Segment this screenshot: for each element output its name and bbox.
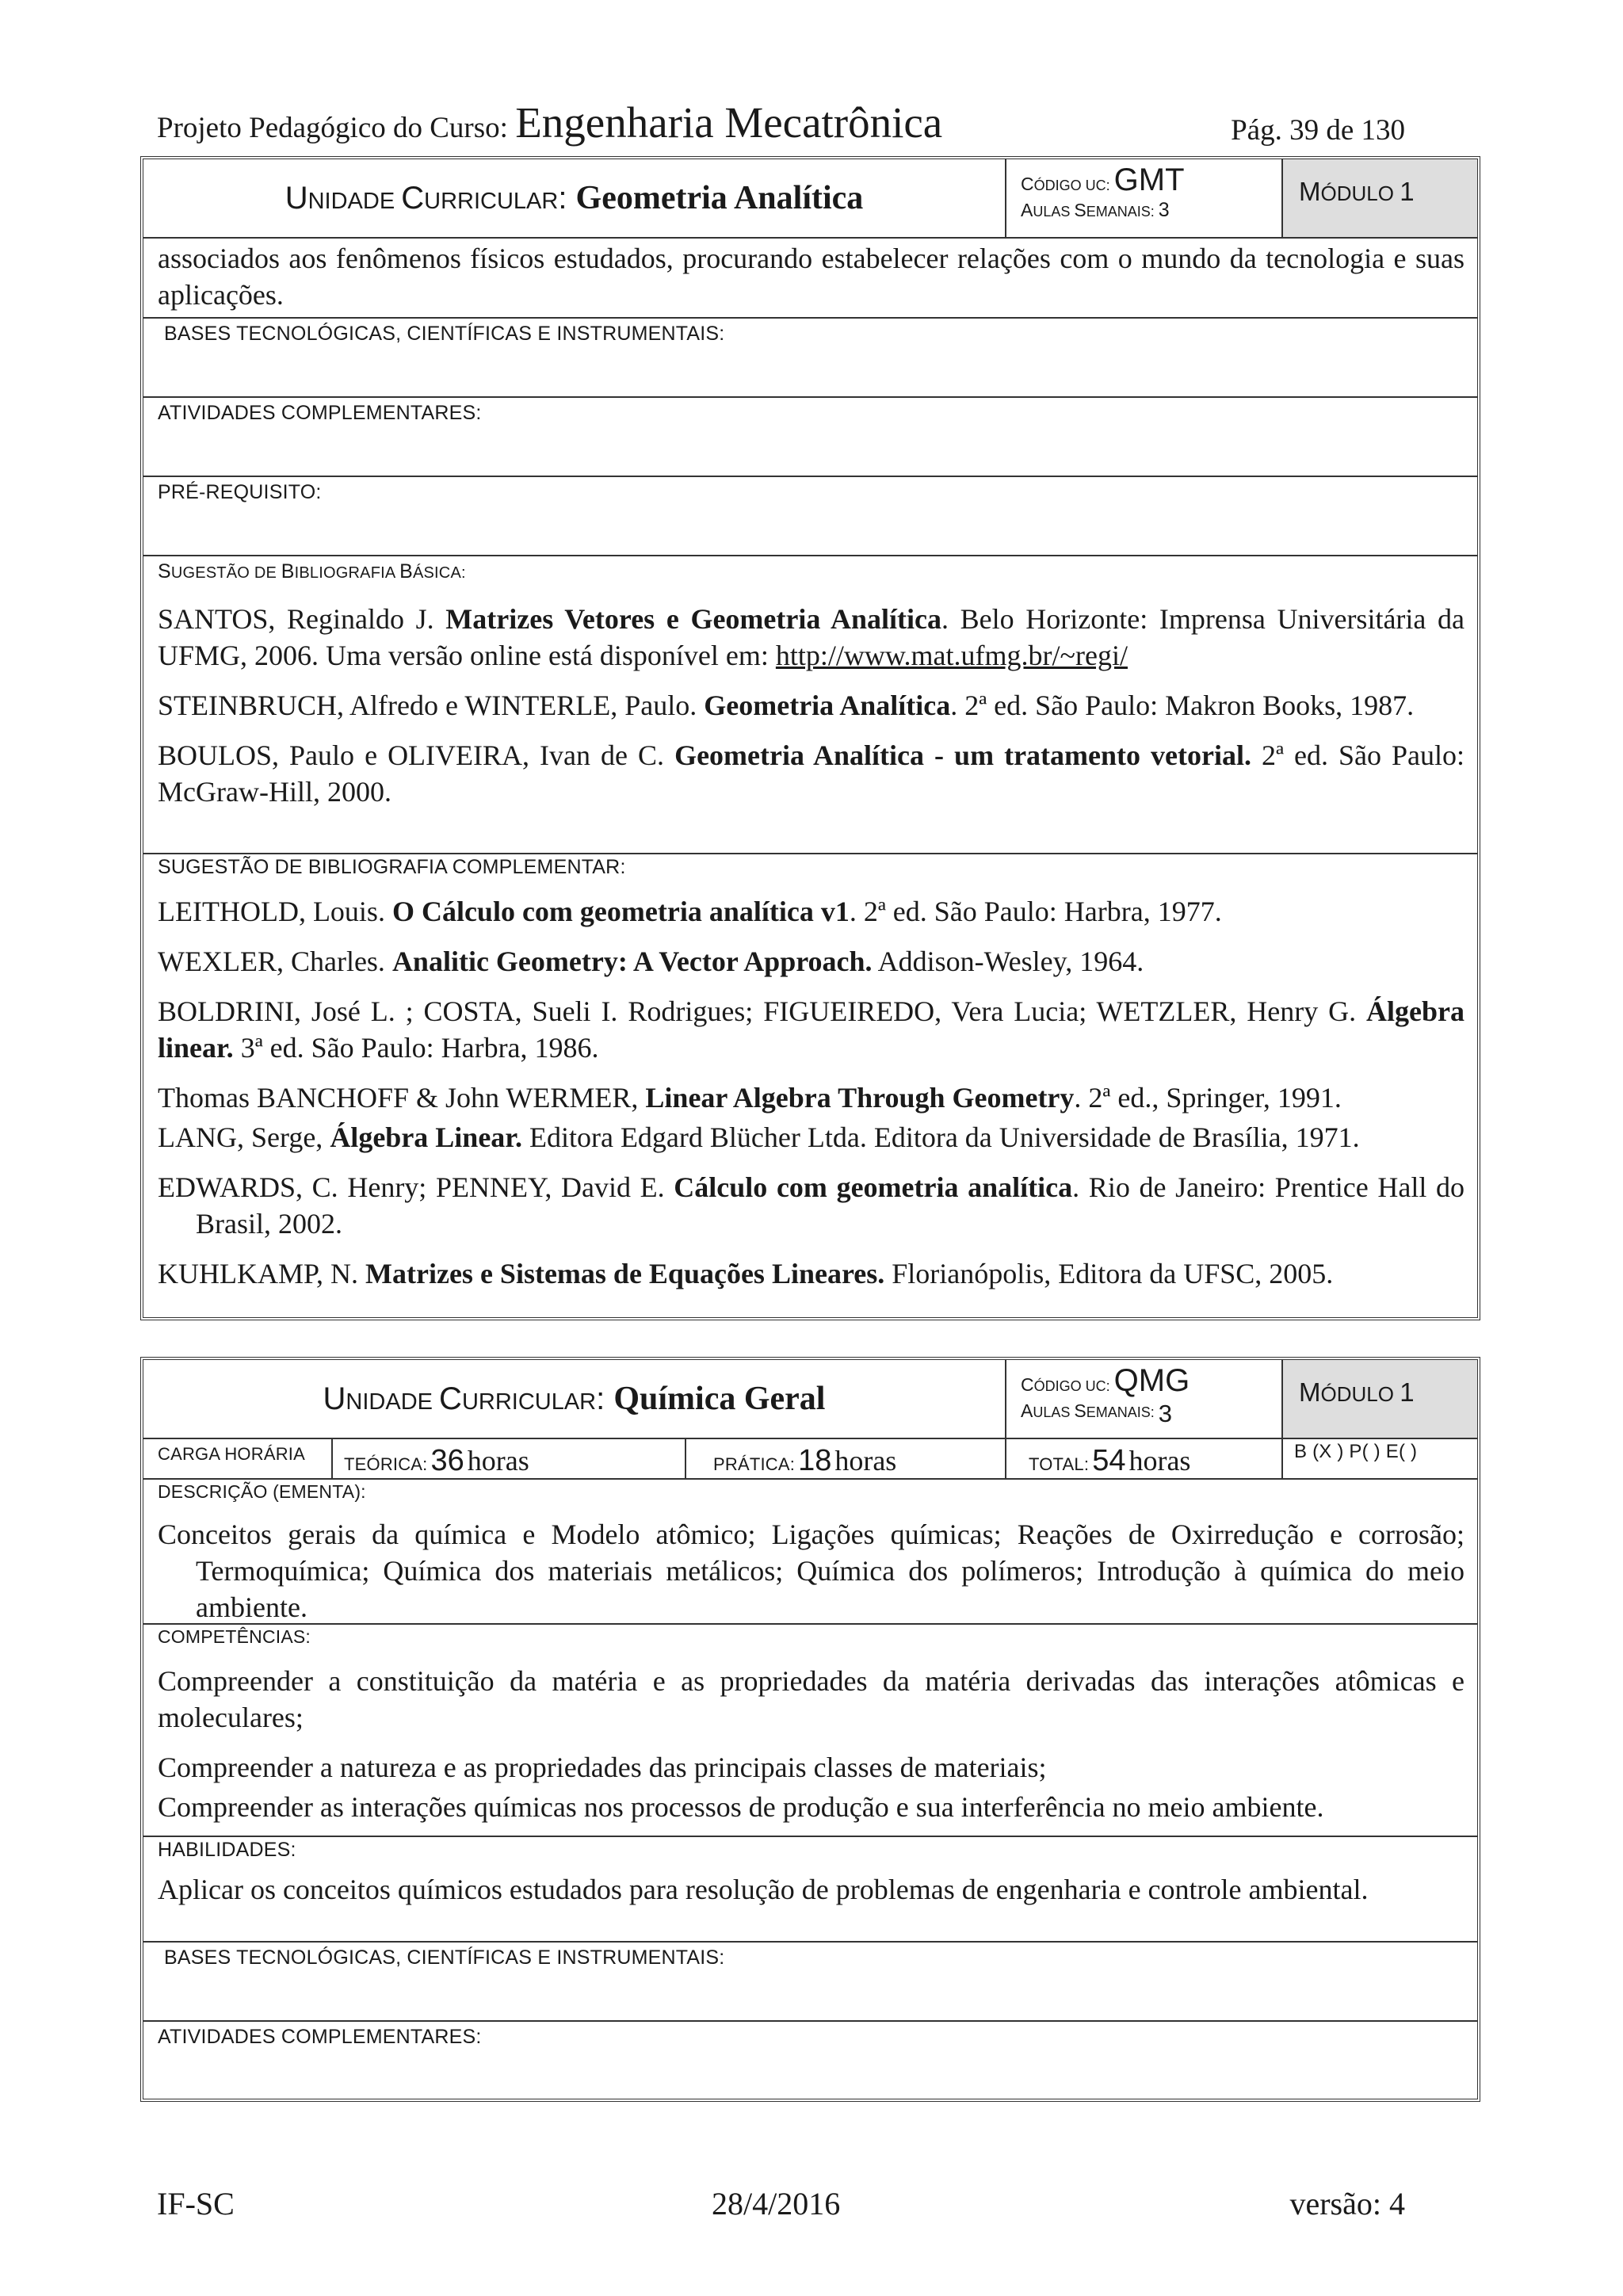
- entry-details: Florianópolis, Editora da UFSC, 2005.: [884, 1257, 1334, 1289]
- uc-title-letter: C: [439, 1381, 462, 1416]
- uc-title: [143, 159, 1005, 237]
- weekly-label: S: [1074, 200, 1086, 220]
- prerequisito-section: [143, 477, 1477, 556]
- bibliography-entry: [158, 1119, 1465, 1156]
- biblio-basic-section: [143, 556, 1477, 854]
- entry-author: LANG, Serge,: [158, 1121, 330, 1153]
- bibliography-entry: [158, 1079, 1465, 1116]
- label-part: IBLIOGRAFIA: [294, 564, 400, 582]
- habilidades-section: [143, 1837, 1477, 1943]
- entry-title: Linear Algebra Through Geometry: [645, 1081, 1075, 1114]
- uc-title-colon: :: [596, 1381, 614, 1416]
- bibliography-link[interactable]: http://www.mat.ufmg.br/~regi/: [775, 639, 1128, 671]
- uc-code: [1021, 1365, 1281, 1396]
- module-value: 1: [1400, 1377, 1415, 1407]
- section-label: DESCRIÇÃO (EMENTA):: [158, 1481, 366, 1502]
- entry-author: WEXLER, Charles.: [158, 945, 392, 977]
- uc-title: [143, 1360, 1005, 1438]
- footer-date: 28/4/2016: [712, 2186, 841, 2222]
- uc-title-smallcaps: NIDADE: [346, 1389, 440, 1415]
- section-label: COMPETÊNCIAS:: [158, 1626, 311, 1647]
- uc-title-smallcaps: NIDADE: [307, 189, 402, 214]
- entry-title: Geometria Analítica - um tratamento vetorial.: [674, 739, 1251, 771]
- entry-author: SANTOS, Reginaldo J.: [158, 602, 446, 635]
- footer-version: versão: 4: [1289, 2186, 1405, 2222]
- type-cell: [1281, 1439, 1477, 1478]
- bibliography-entry: [158, 893, 1465, 930]
- practice-label: PRÁTICA:: [713, 1454, 796, 1474]
- uc-title-letter: U: [285, 181, 308, 216]
- weekly-classes: [1021, 1401, 1281, 1426]
- entry-title: Cálculo com geometria analítica: [674, 1171, 1073, 1203]
- entry-details: Addison-Wesley, 1964.: [872, 945, 1144, 977]
- uc-title-colon: :: [558, 181, 576, 216]
- weekly-classes: [1021, 201, 1281, 220]
- atividades-section: [143, 398, 1477, 477]
- uc-geometria-table: [140, 156, 1480, 1320]
- code-label: C: [1021, 174, 1034, 194]
- practice-hours-cell: [685, 1439, 1005, 1478]
- weekly-label: A: [1021, 200, 1033, 220]
- page-number: Pág. 39 de 130: [1231, 114, 1405, 147]
- entry-author: LEITHOLD, Louis.: [158, 895, 392, 927]
- workload-label-cell: [143, 1439, 331, 1478]
- section-label: BASES TECNOLÓGICAS, CIENTÍFICAS E INSTRUMENTAIS:: [164, 1946, 725, 1969]
- uc-name: Geometria Analítica: [575, 180, 864, 216]
- section-label: HABILIDADES:: [158, 1839, 296, 1861]
- competency-item: Compreender a natureza e as propriedades das principais classes de materiais;: [158, 1752, 1047, 1784]
- section-label: SUGESTÃO DE BIBLIOGRAFIA COMPLEMENTAR:: [158, 856, 626, 878]
- uc-code-cell: [1005, 1360, 1281, 1438]
- hours-unit: horas: [834, 1445, 897, 1477]
- module-label: M: [1299, 177, 1321, 206]
- description-text: associados aos fenômenos físicos estudados, procurando estabelecer relações com o mundo da tecnologia e suas aplicações.: [158, 243, 1465, 311]
- entry-title: O Cálculo com geometria analítica v1: [391, 895, 850, 927]
- module-cell: [1281, 1360, 1477, 1438]
- uc-title-smallcaps: URRICULAR: [424, 189, 559, 214]
- section-label: ATIVIDADES COMPLEMENTARES:: [158, 2026, 482, 2048]
- module-label: ÓDULO: [1320, 181, 1400, 205]
- entry-title: Matrizes Vetores e Geometria Analítica: [445, 602, 942, 635]
- bibliography-entry: [158, 943, 1465, 980]
- label-part: B: [281, 560, 295, 583]
- continued-description: [143, 239, 1477, 319]
- entry-title: Álgebra Linear.: [330, 1121, 522, 1153]
- weekly-label: ULAS: [1033, 204, 1075, 220]
- total-hours-cell: [1005, 1439, 1281, 1478]
- hours-unit: horas: [1128, 1445, 1191, 1477]
- bibliography-entry: [158, 1169, 1465, 1242]
- bibliography-entry: [158, 737, 1465, 810]
- course-name: Engenharia Mecatrônica: [515, 98, 943, 147]
- weekly-label: EMANAIS:: [1086, 204, 1159, 220]
- entry-author: BOLDRINI, José L. ; COSTA, Sueli I. Rodrigues; FIGUEIREDO, Vera Lucia; WETZLER, Henry G.: [158, 995, 1367, 1027]
- uc-title-letter: C: [401, 181, 425, 216]
- type-marks: B (X ) P( ) E( ): [1294, 1441, 1418, 1462]
- weekly-value: 3: [1158, 1400, 1172, 1427]
- theory-hours-cell: [331, 1439, 685, 1478]
- uc-quimica-table: [140, 1357, 1480, 2102]
- entry-details: . 2ª ed. São Paulo: Harbra, 1977.: [849, 895, 1222, 927]
- course-title: [157, 97, 942, 147]
- entry-details: 2ª ed. São Paulo: McGraw-Hill, 2000.: [158, 739, 1465, 808]
- entry-author: KUHLKAMP, N.: [158, 1257, 366, 1289]
- hours-unit: horas: [467, 1445, 529, 1477]
- module-label: ÓDULO: [1320, 1382, 1400, 1406]
- theory-hours: 36: [430, 1444, 464, 1477]
- entry-details: . 2ª ed., Springer, 1991.: [1074, 1081, 1342, 1114]
- bibliography-entry: [158, 601, 1465, 674]
- footer-institution: IF-SC: [157, 2186, 235, 2222]
- total-hours: 54: [1092, 1444, 1126, 1477]
- skills-text: Aplicar os conceitos químicos estudados para resolução de problemas de engenharia e controle ambiental.: [158, 1873, 1369, 1905]
- entry-title: Matrizes e Sistemas de Equações Lineares.: [365, 1257, 885, 1289]
- competencias-section: [143, 1625, 1477, 1837]
- weekly-label: ULAS: [1033, 1404, 1075, 1420]
- label-part: S: [158, 560, 171, 583]
- bibliography-entry: [158, 1255, 1465, 1292]
- competency-item: Compreender as interações químicas nos processos de produção e sua interferência no meio ambiente.: [158, 1791, 1324, 1824]
- description-text: Conceitos gerais da química e Modelo atômico; Ligações químicas; Reações de Oxirredução e corrosão; Termoquímica; Química dos materiais metálicos; Química dos polímeros; Introdução à química do meio ambiente.: [158, 1519, 1465, 1624]
- bibliography-entry: [158, 687, 1465, 724]
- practice-hours: 18: [798, 1444, 832, 1477]
- bibliography-entry: [158, 993, 1465, 1066]
- competency-item: Compreender a constituição da matéria e as propriedades da matéria derivadas das interações atômicas e moleculares;: [158, 1665, 1465, 1734]
- code-label: C: [1021, 1374, 1034, 1395]
- label-part: UGESTÃO DE: [170, 564, 281, 582]
- entry-title: Álgebra linear.: [158, 995, 1465, 1064]
- entry-details: . Belo Horizonte: Imprensa Universitária da UFMG, 2006. Uma versão online está disponível em:: [158, 602, 1465, 671]
- page-header: [157, 98, 1405, 154]
- descricao-section: [143, 1480, 1477, 1625]
- weekly-label: EMANAIS:: [1086, 1404, 1159, 1420]
- weekly-value: 3: [1158, 199, 1170, 221]
- theory-label: TEÓRICA:: [344, 1454, 428, 1474]
- entry-author: BOULOS, Paulo e OLIVEIRA, Ivan de C.: [158, 739, 675, 771]
- entry-title: Geometria Analítica: [704, 689, 951, 721]
- entry-author: EDWARDS, C. Henry; PENNEY, David E.: [158, 1171, 674, 1203]
- uc-code: [1021, 164, 1281, 196]
- code-label: ÓDIGO UC:: [1033, 1378, 1114, 1394]
- uc-code-cell: [1005, 159, 1281, 237]
- entry-title: Analitic Geometry: A Vector Approach.: [391, 945, 873, 977]
- course-title-prefix: Projeto Pedagógico do Curso:: [157, 112, 516, 144]
- entry-details: Editora Edgard Blücher Ltda. Editora da Universidade de Brasília, 1971.: [521, 1121, 1360, 1153]
- uc-title-letter: U: [323, 1381, 346, 1416]
- uc-header-row: [143, 1360, 1477, 1439]
- entry-author: Thomas BANCHOFF & John WERMER,: [158, 1081, 646, 1114]
- atividades-section: [143, 2022, 1477, 2099]
- code-label: ÓDIGO UC:: [1033, 178, 1114, 193]
- entry-author: STEINBRUCH, Alfredo e WINTERLE, Paulo.: [158, 689, 705, 721]
- code-value: GMT: [1113, 162, 1185, 197]
- entry-details: . Rio de Janeiro: Prentice Hall do Brasil, 2002.: [196, 1171, 1465, 1240]
- section-label: PRÉ-REQUISITO:: [158, 481, 322, 503]
- workload-label: CARGA HORÁRIA: [158, 1444, 305, 1464]
- biblio-comp-section: [143, 854, 1477, 1317]
- workload-row: [143, 1439, 1477, 1480]
- section-label: BASES TECNOLÓGICAS, CIENTÍFICAS E INSTRUMENTAIS:: [164, 323, 725, 345]
- uc-title-smallcaps: URRICULAR: [461, 1389, 597, 1415]
- weekly-label: S: [1074, 1400, 1086, 1421]
- weekly-label: A: [1021, 1400, 1033, 1421]
- section-label: ATIVIDADES COMPLEMENTARES:: [158, 402, 482, 424]
- label-part: B: [399, 560, 413, 583]
- total-label: TOTAL:: [1029, 1454, 1090, 1474]
- section-label: [158, 556, 1465, 583]
- bases-section: [143, 319, 1477, 398]
- label-part: ÁSICA:: [412, 564, 466, 582]
- entry-details: 3ª ed. São Paulo: Harbra, 1986.: [233, 1031, 599, 1064]
- module-cell: [1281, 159, 1477, 237]
- bases-section: [143, 1943, 1477, 2022]
- module-value: 1: [1400, 177, 1415, 206]
- uc-name: Química Geral: [613, 1381, 826, 1417]
- uc-header-row: [143, 159, 1477, 239]
- entry-details: . 2ª ed. São Paulo: Makron Books, 1987.: [950, 689, 1415, 721]
- code-value: QMG: [1113, 1363, 1190, 1398]
- module-label: M: [1299, 1377, 1321, 1407]
